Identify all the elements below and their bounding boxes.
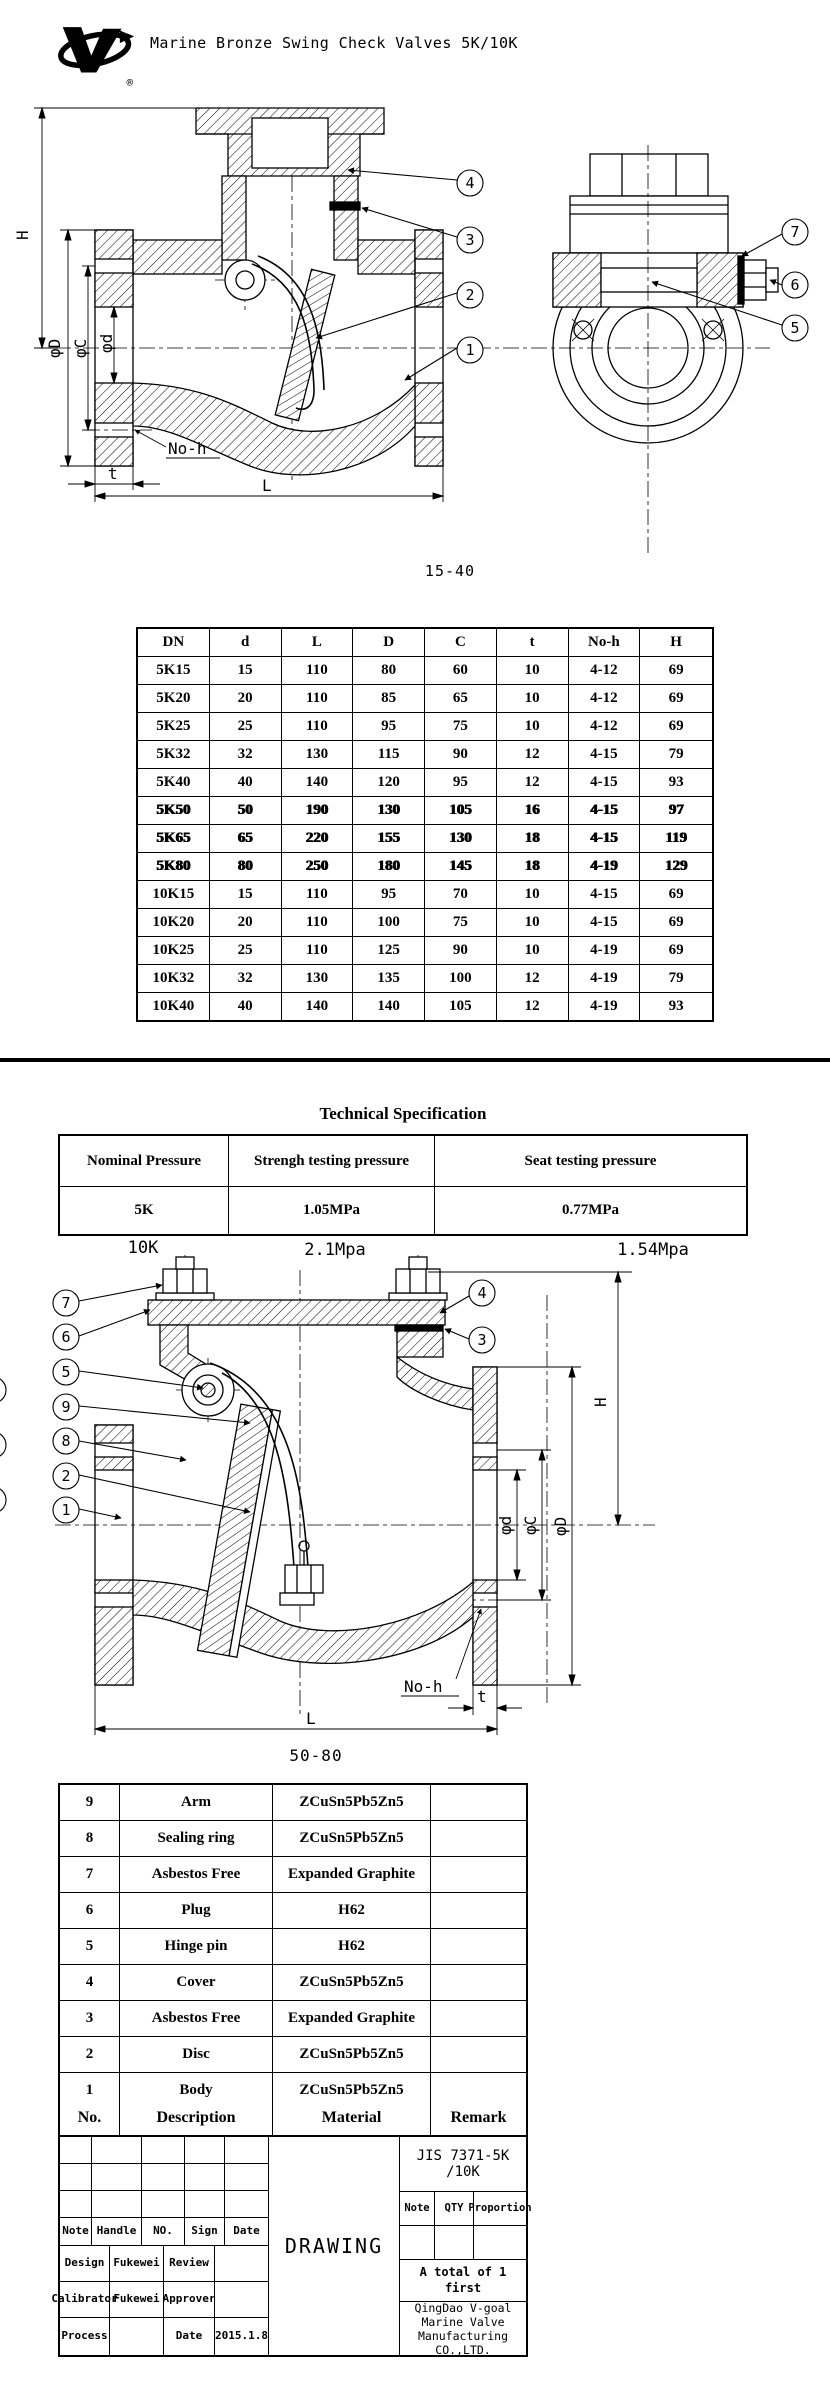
rev-cell (92, 2137, 142, 2164)
spec-col-seat: Seat testing pressure (524, 1152, 657, 1169)
callout-5: 5 (790, 319, 800, 337)
cell-dn: 5K32 (138, 741, 210, 768)
review-label: Review (164, 2246, 215, 2282)
cell-dn: 10K32 (138, 965, 210, 992)
gasket-section-2 (395, 1325, 443, 1331)
parts-row (60, 1785, 526, 1821)
date-label: Date (164, 2318, 215, 2355)
part-number: 5 (60, 1929, 120, 1964)
callout-6: 6 (790, 276, 800, 294)
part-material: ZCuSn5Pb5Zn5 (273, 2037, 431, 2072)
part-remark (431, 2037, 526, 2072)
cell-l: 110 (282, 937, 354, 964)
cell-t: 10 (497, 713, 569, 740)
part-description: Cover (120, 1965, 273, 2000)
cell-t: 10 (497, 881, 569, 908)
cell-l: 130 (282, 741, 354, 768)
rev-cell (225, 2191, 269, 2218)
table-row (138, 965, 712, 993)
cell-d: 32 (210, 741, 282, 768)
table-row (138, 825, 712, 853)
cell-dcap: 130 (353, 797, 425, 824)
cell-t: 10 (497, 657, 569, 684)
cell-dn: 5K40 (138, 769, 210, 796)
part-remark (431, 1821, 526, 1856)
design-name: Fukewei (110, 2246, 164, 2282)
cell-l: 110 (282, 713, 354, 740)
dim-label-t: t (108, 464, 118, 483)
part-number: 6 (60, 1893, 120, 1928)
cell-l: 140 (282, 769, 354, 796)
cell-h: 69 (668, 914, 684, 930)
dim-label-L-2: L (306, 1709, 316, 1728)
rev-cell (142, 2137, 185, 2164)
part-number: 4 (60, 1965, 120, 2000)
dim-label-phiC: φC (71, 338, 90, 358)
qty-header-proportion: Proportion (474, 2192, 526, 2226)
cell-t: 18 (497, 825, 569, 852)
part-remark (431, 1929, 526, 1964)
part-description: Hinge pin (120, 1929, 273, 1964)
cell-d: 40 (210, 993, 282, 1020)
parts-row (60, 1929, 526, 1965)
callout-7: 7 (790, 223, 800, 241)
part-remark (431, 1857, 526, 1892)
cell-dn: 5K50 (138, 797, 210, 824)
registered-mark-icon: ® (126, 75, 134, 89)
cell-d: 50 (210, 797, 282, 824)
cell-noh: 4-19 (569, 853, 641, 880)
cell-l: 190 (282, 797, 354, 824)
table-row (138, 993, 712, 1020)
rev-cell (92, 2164, 142, 2191)
part-description: Sealing ring (120, 1821, 273, 1856)
cell-c: 95 (425, 769, 497, 796)
parts-col-description: Description (120, 2100, 273, 2135)
part-material: H62 (273, 1929, 431, 1964)
part-description: Body (120, 2073, 273, 2108)
cell-c: 90 (425, 937, 497, 964)
caption-15-40: 15-40 (424, 562, 476, 580)
part-material: ZCuSn5Pb5Zn5 (273, 2073, 431, 2108)
caption-50-80: 50-80 (289, 1746, 343, 1765)
col-header-h: H (670, 634, 682, 650)
spec-10k-seat: 1.54Mpa (617, 1240, 689, 1260)
part-material: ZCuSn5Pb5Zn5 (273, 1821, 431, 1856)
approver-label: Approver (164, 2282, 215, 2318)
cell-dcap: 95 (353, 713, 425, 740)
page-title: Marine Bronze Swing Check Valves 5K/10K (150, 34, 518, 52)
cell-h: 129 (664, 858, 688, 874)
callout-1: 1 (465, 341, 475, 359)
cell-noh: 4-12 (569, 657, 641, 684)
dim-label-phid-2: φd (496, 1515, 515, 1535)
cell-c: 145 (425, 853, 497, 880)
qty-header-qty: QTY (435, 2192, 474, 2226)
tech-spec-header-row (60, 1136, 746, 1187)
cell-h: 119 (665, 830, 687, 846)
cell-d: 25 (210, 937, 282, 964)
part-description: Asbestos Free (120, 2001, 273, 2036)
spec-5k-seat: 0.77MPa (561, 1202, 620, 1219)
cell-h: 79 (668, 746, 684, 762)
cell-dcap: 95 (353, 881, 425, 908)
parts-row (60, 1965, 526, 2001)
process-name (110, 2318, 164, 2355)
callouts-right (440, 1280, 495, 1353)
cell-t: 18 (497, 853, 569, 880)
cell-dcap: 85 (353, 685, 425, 712)
cell-dcap: 180 (353, 853, 425, 880)
callout-3: 3 (465, 231, 475, 249)
dimension-table (136, 627, 714, 1022)
rev-header-no: NO. (142, 2218, 185, 2246)
rev-cell (225, 2164, 269, 2191)
part-remark (431, 1893, 526, 1928)
cell-c: 100 (425, 965, 497, 992)
calibrator-label: Calibrator (60, 2282, 110, 2318)
table-row (138, 937, 712, 965)
technical-drawing-50-80 (0, 1255, 830, 1745)
cell-dcap: 80 (353, 657, 425, 684)
cell-dn: 10K40 (138, 993, 210, 1020)
callout-4: 4 (465, 174, 475, 192)
parts-row (60, 1821, 526, 1857)
hinge-pin-section (601, 268, 697, 292)
callout-9-2: 9 (61, 1398, 71, 1416)
cell-c: 90 (425, 741, 497, 768)
cell-h: 93 (668, 998, 684, 1014)
cell-d: 65 (210, 825, 282, 852)
cell-d: 20 (210, 909, 282, 936)
spec-col-nominal: Nominal Pressure (60, 1136, 229, 1186)
table-row (138, 909, 712, 937)
rev-cell (60, 2137, 92, 2164)
cell-c: 105 (425, 993, 497, 1020)
cell-h: 69 (668, 886, 684, 902)
parts-row (60, 1857, 526, 1893)
cell-l: 220 (282, 825, 354, 852)
cell-l: 110 (282, 685, 354, 712)
cell-h: 69 (668, 690, 684, 706)
tech-spec-table (58, 1134, 748, 1236)
cell-d: 32 (210, 965, 282, 992)
rev-cell (92, 2191, 142, 2218)
review-name (215, 2246, 269, 2282)
cell-d: 40 (210, 769, 282, 796)
dim-label-phiD-2: φD (551, 1516, 570, 1536)
date-value: 2015.1.8 (215, 2318, 269, 2355)
part-remark (431, 1965, 526, 2000)
col-header-c: C (425, 629, 497, 656)
dim-label-noh: No-h (168, 439, 207, 458)
cell-l: 130 (282, 965, 354, 992)
cell-dn: 5K15 (138, 657, 210, 684)
part-number: 1 (60, 2073, 120, 2108)
cell-dcap: 115 (353, 741, 425, 768)
table-row (138, 881, 712, 909)
cell-dcap: 120 (353, 769, 425, 796)
disc-section (275, 269, 335, 420)
cell-c: 75 (425, 909, 497, 936)
total-note-cell: A total of 1 first (400, 2260, 526, 2302)
part-material: H62 (273, 1893, 431, 1928)
rev-cell (185, 2164, 225, 2191)
part-material: ZCuSn5Pb5Zn5 (273, 1965, 431, 2000)
cell-dcap: 140 (353, 993, 425, 1020)
table-row (138, 713, 712, 741)
callout-1-2: 1 (61, 1501, 71, 1519)
cell-dn: 10K15 (138, 881, 210, 908)
cell-dn: 10K25 (138, 937, 210, 964)
cell-c: 70 (425, 881, 497, 908)
cell-l: 250 (282, 853, 354, 880)
cell-noh: 4-19 (569, 965, 641, 992)
dimension-table-header (138, 629, 712, 657)
parts-row (60, 2001, 526, 2037)
cell-t: 12 (497, 769, 569, 796)
parts-table-header-row (58, 2100, 528, 2135)
front-section-view (95, 108, 443, 475)
rev-cell (60, 2191, 92, 2218)
parts-col-no: No. (60, 2100, 120, 2135)
tech-spec-5k-row (60, 1187, 746, 1234)
part-remark (431, 2001, 526, 2036)
rev-header-date: Date (225, 2218, 269, 2246)
cell-c: 65 (425, 685, 497, 712)
callout-4-2: 4 (477, 1284, 487, 1302)
plug-section (744, 260, 766, 300)
table-row (138, 657, 712, 685)
cell-dn: 5K80 (138, 853, 210, 880)
cell-l: 110 (282, 881, 354, 908)
part-material: Expanded Graphite (273, 2001, 431, 2036)
cell-noh: 4-15 (569, 769, 641, 796)
qty-cell (435, 2226, 474, 2260)
company-line-2: Manufacturing CO.,LTD. (417, 2328, 508, 2357)
spec-10k-strength: 2.1Mpa (304, 1240, 366, 1260)
vgoal-logo (56, 18, 140, 90)
cell-d: 25 (210, 713, 282, 740)
section-divider (0, 1058, 830, 1062)
parts-col-remark: Remark (450, 2108, 507, 2126)
cell-noh: 4-19 (569, 937, 641, 964)
col-header-dcap: D (353, 629, 425, 656)
section-view-50-80 (95, 1257, 497, 1685)
part-remark (431, 1785, 526, 1820)
dim-label-H: H (13, 230, 32, 240)
spec-10k: 10K (127, 1238, 159, 1258)
standard-cell: JIS 7371-5K /10K (400, 2137, 526, 2192)
dim-label-phiC-2: φC (521, 1515, 540, 1535)
cell-noh: 4-12 (569, 685, 641, 712)
cell-t: 10 (497, 685, 569, 712)
cell-h: 69 (668, 662, 684, 678)
parts-table (58, 1783, 528, 2109)
cell-noh: 4-19 (569, 993, 641, 1020)
dim-label-noh-2: No-h (404, 1677, 443, 1696)
side-view (553, 145, 778, 555)
spec-col-strength: Strengh testing pressure (229, 1136, 435, 1186)
cell-c: 60 (425, 657, 497, 684)
cell-noh: 4-15 (569, 741, 641, 768)
cell-l: 110 (282, 657, 354, 684)
dim-label-phiD: φD (45, 338, 64, 358)
cell-noh: 4-15 (569, 825, 641, 852)
cell-h: 97 (668, 802, 684, 818)
col-header-dn: DN (138, 629, 210, 656)
cell-dn: 5K65 (138, 825, 210, 852)
dim-label-H-2: H (591, 1397, 610, 1407)
cell-h: 69 (668, 942, 684, 958)
part-description: Asbestos Free (120, 1857, 273, 1892)
company-cell (400, 2302, 526, 2355)
part-number: 8 (60, 1821, 120, 1856)
calibrator-name: Fukewei (110, 2282, 164, 2318)
cell-dn: 5K20 (138, 685, 210, 712)
spec-5k: 5K (60, 1187, 229, 1234)
rev-header-sign: Sign (185, 2218, 225, 2246)
qty-cell (474, 2226, 526, 2260)
callout-6-2: 6 (61, 1328, 71, 1346)
rev-header-note: Note (60, 2218, 92, 2246)
cell-t: 12 (497, 993, 569, 1020)
cell-d: 15 (210, 657, 282, 684)
callout-5-2: 5 (61, 1363, 71, 1381)
cell-h: 79 (668, 970, 684, 986)
cell-dcap: 135 (353, 965, 425, 992)
dim-label-phid: φd (97, 333, 116, 353)
col-header-t: t (497, 629, 569, 656)
cell-t: 10 (497, 937, 569, 964)
cell-t: 12 (497, 741, 569, 768)
company-line-1: QingDao V-goal Marine Valve (414, 2300, 512, 2329)
rev-cell (60, 2164, 92, 2191)
qty-header-note: Note (400, 2192, 435, 2226)
part-number: 2 (60, 2037, 120, 2072)
col-header-d: d (210, 629, 282, 656)
cell-dn: 10K20 (138, 909, 210, 936)
cell-c: 130 (425, 825, 497, 852)
cell-l: 140 (282, 993, 354, 1020)
part-material: Expanded Graphite (273, 1857, 431, 1892)
callout-3-2: 3 (477, 1331, 487, 1349)
rev-cell (225, 2137, 269, 2164)
technical-drawing-15-40 (0, 90, 830, 570)
parts-col-material: Material (273, 2100, 431, 2135)
cell-noh: 4-15 (569, 797, 641, 824)
cell-dcap: 155 (353, 825, 425, 852)
rev-cell (142, 2191, 185, 2218)
callout-8-2: 8 (61, 1432, 71, 1450)
table-row (138, 797, 712, 825)
cell-noh: 4-12 (569, 713, 641, 740)
cell-d: 20 (210, 685, 282, 712)
cell-dcap: 100 (353, 909, 425, 936)
cell-dcap: 125 (353, 937, 425, 964)
parts-row (60, 1893, 526, 1929)
cell-dn: 5K25 (138, 713, 210, 740)
design-label: Design (60, 2246, 110, 2282)
col-header-l: L (282, 629, 354, 656)
part-number: 3 (60, 2001, 120, 2036)
part-number: 7 (60, 1857, 120, 1892)
dim-label-L: L (262, 476, 272, 495)
rev-header-handle: Handle (92, 2218, 142, 2246)
cell-l: 110 (282, 909, 354, 936)
cell-h: 69 (668, 718, 684, 734)
tech-spec-heading: Technical Specification (319, 1104, 487, 1123)
cell-noh: 4-15 (569, 881, 641, 908)
title-block (51, 2135, 532, 2357)
gasket-section (330, 202, 360, 210)
callout-7-2: 7 (61, 1294, 71, 1312)
part-description: Plug (120, 1893, 273, 1928)
cell-noh: 4-15 (569, 909, 641, 936)
dim-label-t-2: t (477, 1687, 487, 1706)
approver-name (215, 2282, 269, 2318)
table-row (138, 853, 712, 881)
callout-2: 2 (465, 286, 475, 304)
process-label: Process (60, 2318, 110, 2355)
cell-d: 80 (210, 853, 282, 880)
cell-d: 15 (210, 881, 282, 908)
parts-row (60, 2037, 526, 2073)
rev-cell (185, 2137, 225, 2164)
rev-cell (142, 2164, 185, 2191)
table-row (138, 685, 712, 713)
cell-h: 93 (668, 774, 684, 790)
table-row (138, 769, 712, 797)
qty-cell (400, 2226, 435, 2260)
cell-c: 105 (425, 797, 497, 824)
cell-c: 75 (425, 713, 497, 740)
rev-cell (185, 2191, 225, 2218)
part-number: 9 (60, 1785, 120, 1820)
callout-2-2: 2 (61, 1467, 71, 1485)
spec-5k-strength: 1.05MPa (229, 1187, 435, 1234)
drawing-type-cell: DRAWING (269, 2137, 400, 2355)
table-row (138, 741, 712, 769)
cell-t: 12 (497, 965, 569, 992)
cell-t: 10 (497, 909, 569, 936)
part-description: Disc (120, 2037, 273, 2072)
cell-t: 16 (497, 797, 569, 824)
part-material: ZCuSn5Pb5Zn5 (273, 1785, 431, 1820)
part-description: Arm (120, 1785, 273, 1820)
col-header-noh: No-h (569, 629, 641, 656)
